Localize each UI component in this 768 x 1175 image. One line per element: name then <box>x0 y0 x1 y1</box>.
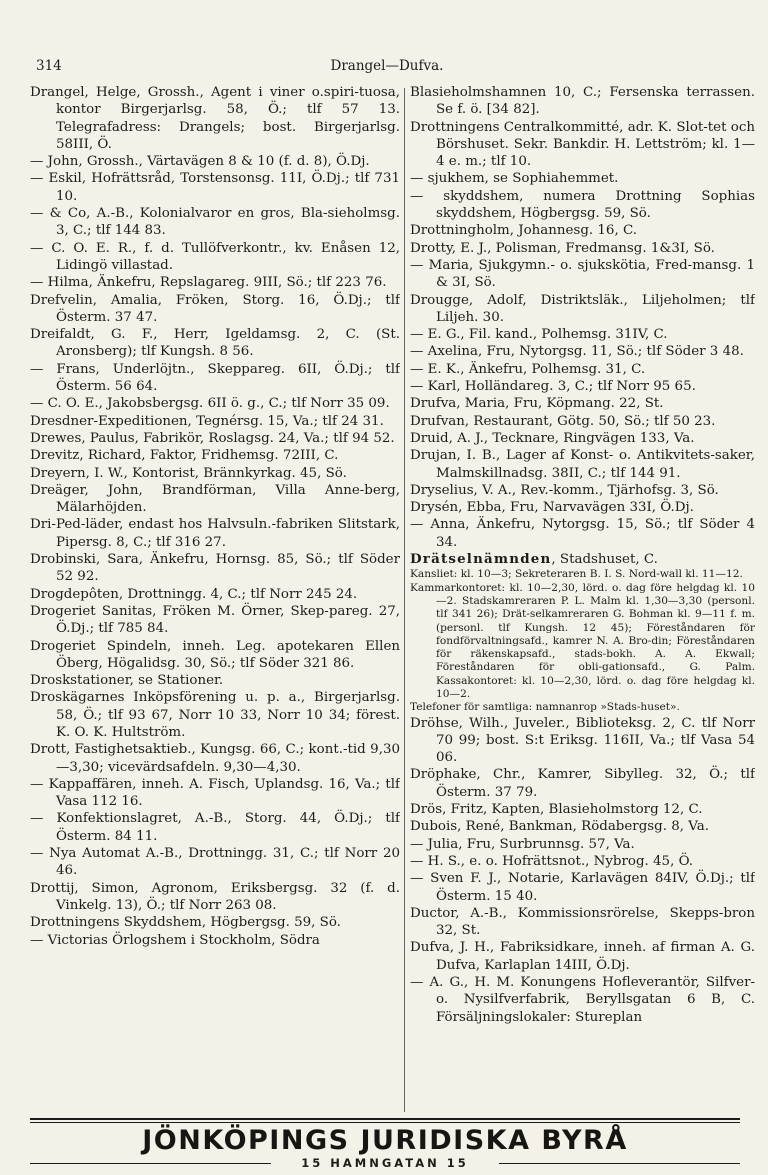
entry-text: Drujan, I. B., Lager af Konst- o. Antikvitets-saker, Malmskillnadsg. 38II, C.; tlf 144 91. <box>410 448 755 481</box>
entry-text: — C. O. E., Jakobsbergsg. 6II ö. g., C.; tlf Norr 35 09. <box>30 396 390 412</box>
entry-text: Drottningholm, Johannesg. 16, C. <box>410 223 637 239</box>
banner-address-line <box>30 1156 740 1172</box>
entry-text: , Stadshuset, C. <box>551 552 658 568</box>
entry-text: Drottningens Skyddshem, Högbergsg. 59, Sö. <box>30 915 341 931</box>
directory-entry <box>410 516 755 551</box>
directory-entry <box>410 292 755 327</box>
directory-entry <box>410 361 755 378</box>
directory-entry <box>410 240 755 257</box>
directory-entry <box>410 974 755 1026</box>
entry-text: — H. S., e. o. Hofrättsnot., Nybrog. 45, Ö. <box>410 853 694 869</box>
directory-entry <box>410 499 755 516</box>
entry-text: Dri-Ped-läder, endast hos Halvsuln.-fabriken Slitstark, Pipersg. 8, C.; tlf 316 27. <box>30 517 400 550</box>
entry-text: — E. K., Änkefru, Polhemsg. 31, C. <box>410 361 646 377</box>
directory-entry <box>30 430 400 447</box>
entry-text: — Nya Automat A.-B., Drottningg. 31, C.; tlf Norr 20 46. <box>30 846 400 879</box>
entry-text: Dufva, J. H., Fabriksidkare, inneh. af firman A. G. Dufva, Karlaplan 14III, Ö.Dj. <box>410 940 755 973</box>
entry-text: Dubois, René, Bankman, Rödabergsg. 8, Va. <box>410 819 709 835</box>
directory-entry <box>30 776 400 811</box>
banner-firm-name: JÖNKÖPINGS JURIDISKA BYRÅ <box>142 1125 628 1156</box>
directory-entry <box>30 465 400 482</box>
entry-heading: Drätselnämnden <box>410 551 552 568</box>
directory-entry <box>410 119 755 171</box>
entry-text: Telefoner för samtliga: namnanrop »Stads-huset». <box>410 701 680 714</box>
directory-entry <box>410 701 755 714</box>
directory-entry <box>410 222 755 239</box>
left-column <box>30 84 400 1120</box>
advertisement-banner <box>30 1118 740 1170</box>
entry-text: Drougge, Adolf, Distriktsläk., Liljeholmen; tlf Liljeh. 30. <box>410 292 755 325</box>
directory-entry <box>30 914 400 931</box>
entry-text: Dreäger, John, Brandförman, Villa Anne-berg, Mälarhöjden. <box>30 482 400 516</box>
entry-text: Drogeriet Spindeln, inneh. Leg. apotekaren Ellen Öberg, Högalidsg. 30, Sö.; tlf Söder 321 86. <box>30 638 400 671</box>
entry-text: Kammarkontoret: kl. 10—2,30, lörd. o. dag före helgdag kl. 10—2. Stadskamreraren P. L. Malm kl. 1,30—3,30 (personl. tlf 341 26); Drät-selkamreraren G. Bohman kl. 9—11 f. m. (personl. tlf Kungsh. 12 45); Föreståndaren för fondförvaltningsafd., kamrer N. A. Bro-din; Föreståndaren för räkenskapsafd., stads-bokh. A. A. Ekwall; Föreståndaren för obli-gationsafd., G. Palm. Kassakontoret: kl. 10—2,30, lörd. o. dag före helgdag kl. 10—2. <box>410 581 755 700</box>
directory-entry <box>30 810 400 845</box>
directory-entry <box>410 766 755 801</box>
entry-text: Drobinski, Sara, Änkefru, Hornsg. 85, Sö.; tlf Söder 52 92. <box>30 552 400 585</box>
directory-entry <box>410 188 755 223</box>
directory-entry <box>30 638 400 673</box>
directory-entry <box>410 939 755 974</box>
entry-text: Dröhse, Wilh., Juveler., Biblioteksg. 2, C. tlf Norr 70 99; bost. S:t Eriksg. 116II, Va.; tlf Vasa 54 06. <box>410 715 755 766</box>
directory-entry <box>30 741 400 776</box>
entry-text: Drottningens Centralkommitté, adr. K. Slot-tet och Börshuset. Sekr. Bankdir. H. Lettström; kl. 1—4 e. m.; tlf 10. <box>410 119 755 170</box>
directory-entry <box>30 932 400 949</box>
entry-text: Drufva, Maria, Fru, Köpmang. 22, St. <box>410 396 664 412</box>
entry-text: Drös, Fritz, Kapten, Blasieholmstorg 12, C. <box>410 802 703 818</box>
directory-entry <box>410 870 755 905</box>
directory-entry <box>410 568 755 581</box>
directory-entry <box>410 582 755 702</box>
banner-rule <box>30 1118 740 1120</box>
entry-text: — Karl, Holländareg. 3, C.; tlf Norr 95 65. <box>410 379 696 395</box>
entry-text: — Victorias Örlogshem i Stockholm, Södra <box>30 932 320 948</box>
entry-text: Ductor, A.-B., Kommissionsrörelse, Skepps-bron 32, St. <box>410 905 755 939</box>
entry-text: Dröphake, Chr., Kamrer, Sibylleg. 32, Ö.; tlf Österm. 37 79. <box>410 767 755 800</box>
directory-entry <box>30 292 400 327</box>
entry-text: — skyddshem, numera Drottning Sophias skyddshem, Högbergsg. 59, Sö. <box>410 188 755 222</box>
entry-text: — Kappaffären, inneh. A. Fisch, Uplandsg. 16, Va.; tlf Vasa 112 16. <box>30 776 400 810</box>
directory-entry <box>410 801 755 818</box>
entry-text: Drysén, Ebba, Fru, Narvavägen 33I, Ö.Dj. <box>410 500 694 516</box>
entry-text: Drogeriet Sanitas, Fröken M. Örner, Skep-pareg. 27, Ö.Dj.; tlf 785 84. <box>30 603 400 637</box>
entry-text: — Julia, Fru, Surbrunnsg. 57, Va. <box>410 836 635 852</box>
entry-text: — Hilma, Änkefru, Repslagareg. 9III, Sö.; tlf 223 76. <box>30 275 387 291</box>
directory-entry <box>30 586 400 603</box>
entry-text: Drotty, E. J., Polisman, Fredmansg. 1&3I, Sö. <box>410 240 715 256</box>
directory-entry <box>30 240 400 275</box>
entry-text: — Frans, Underlöjtn., Skeppareg. 6II, Ö.Dj.; tlf Österm. 56 64. <box>30 361 400 395</box>
directory-entry <box>410 257 755 292</box>
directory-entry <box>410 84 755 119</box>
entry-text: — C. O. E. R., f. d. Tullöfverkontr., kv. Enåsen 12, Lidingö villastad. <box>30 240 400 273</box>
directory-entry <box>30 274 400 291</box>
entry-text: Drott, Fastighetsaktieb., Kungsg. 66, C.; kont.-tid 9,30—3,30; vicevärdsafdeln. 9,30—4,30. <box>30 742 400 775</box>
entry-text: Drevitz, Richard, Faktor, Fridhemsg. 72III, C. <box>30 448 339 464</box>
entry-text: Kansliet: kl. 10—3; Sekreteraren B. I. S. Nord-wall kl. 11—12. <box>410 568 743 581</box>
entry-text: Drottij, Simon, Agronom, Eriksbergsg. 32 (f. d. Vinkelg. 13), Ö.; tlf Norr 263 08. <box>30 880 400 913</box>
directory-entry <box>410 326 755 343</box>
entry-text: Dresdner-Expeditionen, Tegnérsg. 15, Va.; tlf 24 31. <box>30 413 384 429</box>
banner-address: 15 HAMNGATAN 15 <box>301 1156 469 1170</box>
page-number: 314 <box>36 58 62 74</box>
directory-entry <box>30 603 400 638</box>
directory-entry <box>30 672 400 689</box>
directory-entry <box>30 84 400 153</box>
directory-entry <box>410 343 755 360</box>
directory-entry <box>30 447 400 464</box>
directory-entry <box>30 880 400 915</box>
entry-text: — Maria, Sjukgymn.- o. sjukskötia, Fred-mansg. 1 & 3I, Sö. <box>410 257 755 291</box>
entry-text: — Axelina, Fru, Nytorgsg. 11, Sö.; tlf Söder 3 48. <box>410 344 744 360</box>
entry-text: Droskstationer, se Stationer. <box>30 673 224 689</box>
directory-entry <box>410 905 755 940</box>
entry-text: Dryselius, V. A., Rev.-komm., Tjärhofsg. 3, Sö. <box>410 482 719 498</box>
directory-entry <box>30 845 400 880</box>
directory-entry <box>410 447 755 482</box>
right-column <box>410 84 755 1120</box>
directory-entry <box>410 170 755 187</box>
entry-text: — Eskil, Hofrättsråd, Torstensonsg. 11I, Ö.Dj.; tlf 731 10. <box>30 171 400 204</box>
entry-text: — sjukhem, se Sophiahemmet. <box>410 171 619 187</box>
entry-text: — Konfektionslagret, A.-B., Storg. 44, Ö.Dj.; tlf Österm. 84 11. <box>30 811 400 844</box>
banner-rule-thin <box>30 1122 740 1123</box>
entry-text: Droskägarnes Inköpsförening u. p. a., Birgerjarlsg. 58, Ö.; tlf 93 67, Norr 10 33, Norr 10 34; förest. K. O. K. Hultström. <box>30 690 400 740</box>
directory-entry <box>410 378 755 395</box>
entry-text: — Sven F. J., Notarie, Karlavägen 84IV, Ö.Dj.; tlf Österm. 15 40. <box>410 871 755 904</box>
entry-text: Dreifaldt, G. F., Herr, Igeldamsg. 2, C. (St. Aronsberg); tlf Kungsh. 8 56. <box>30 327 400 360</box>
entry-text: — E. G., Fil. kand., Polhemsg. 31IV, C. <box>410 327 668 343</box>
banner-address-rule-right <box>499 1163 740 1164</box>
directory-entry <box>30 516 400 551</box>
directory-entry <box>410 853 755 870</box>
directory-entry <box>30 482 400 517</box>
entry-text: Druid, A. J., Tecknare, Ringvägen 133, Va. <box>410 430 695 446</box>
directory-entry <box>410 715 755 767</box>
directory-entry <box>410 551 755 568</box>
directory-entry <box>30 205 400 240</box>
entry-text: — & Co, A.-B., Kolonialvaror en gros, Bla-sieholmsg. 3, C.; tlf 144 83. <box>30 206 400 239</box>
directory-entry <box>30 689 400 741</box>
entry-text: Drufvan, Restaurant, Götg. 50, Sö.; tlf 50 23. <box>410 413 716 429</box>
directory-entry <box>30 170 400 205</box>
directory-entry <box>30 326 400 361</box>
entry-text: Drogdepôten, Drottningg. 4, C.; tlf Norr 245 24. <box>30 586 358 602</box>
directory-entry <box>30 395 400 412</box>
entry-text: Drangel, Helge, Grossh., Agent i viner o.spiri-tuosa, kontor Birgerjarlsg. 58, Ö.; tlf 57 13. Telegrafadress: Drangels; bost. Birgerjarlsg. 58III, Ö. <box>30 85 400 152</box>
directory-entry <box>30 153 400 170</box>
directory-entry <box>410 482 755 499</box>
entry-text: Drefvelin, Amalia, Fröken, Storg. 16, Ö.Dj.; tlf Österm. 37 47. <box>30 292 400 325</box>
page-header <box>36 58 738 80</box>
directory-entry <box>410 395 755 412</box>
directory-entry <box>30 551 400 586</box>
entry-text: Blasieholmshamnen 10, C.; Fersenska terrassen. Se f. ö. [34 82]. <box>410 85 755 118</box>
running-title: Drangel—Dufva. <box>330 58 444 74</box>
entry-text: — Anna, Änkefru, Nytorgsg. 15, Sö.; tlf Söder 4 34. <box>410 517 755 550</box>
directory-entry <box>410 836 755 853</box>
entry-text: Drewes, Paulus, Fabrikör, Roslagsg. 24, Va.; tlf 94 52. <box>30 430 395 446</box>
directory-entry <box>410 430 755 447</box>
directory-entry <box>30 413 400 430</box>
directory-entry <box>410 413 755 430</box>
column-divider <box>404 88 405 1112</box>
directory-entry <box>410 818 755 835</box>
entry-text: — John, Grossh., Värtavägen 8 & 10 (f. d. 8), Ö.Dj. <box>30 154 370 170</box>
entry-text: Dreyern, I. W., Kontorist, Brännkyrkag. 45, Sö. <box>30 465 347 481</box>
directory-entry <box>30 361 400 396</box>
entry-text: — A. G., H. M. Konungens Hofleverantör, Silfver- o. Nysilfverfabrik, Beryllsgatan 6 B, C. Försäljningslokaler: Stureplan <box>410 975 755 1025</box>
